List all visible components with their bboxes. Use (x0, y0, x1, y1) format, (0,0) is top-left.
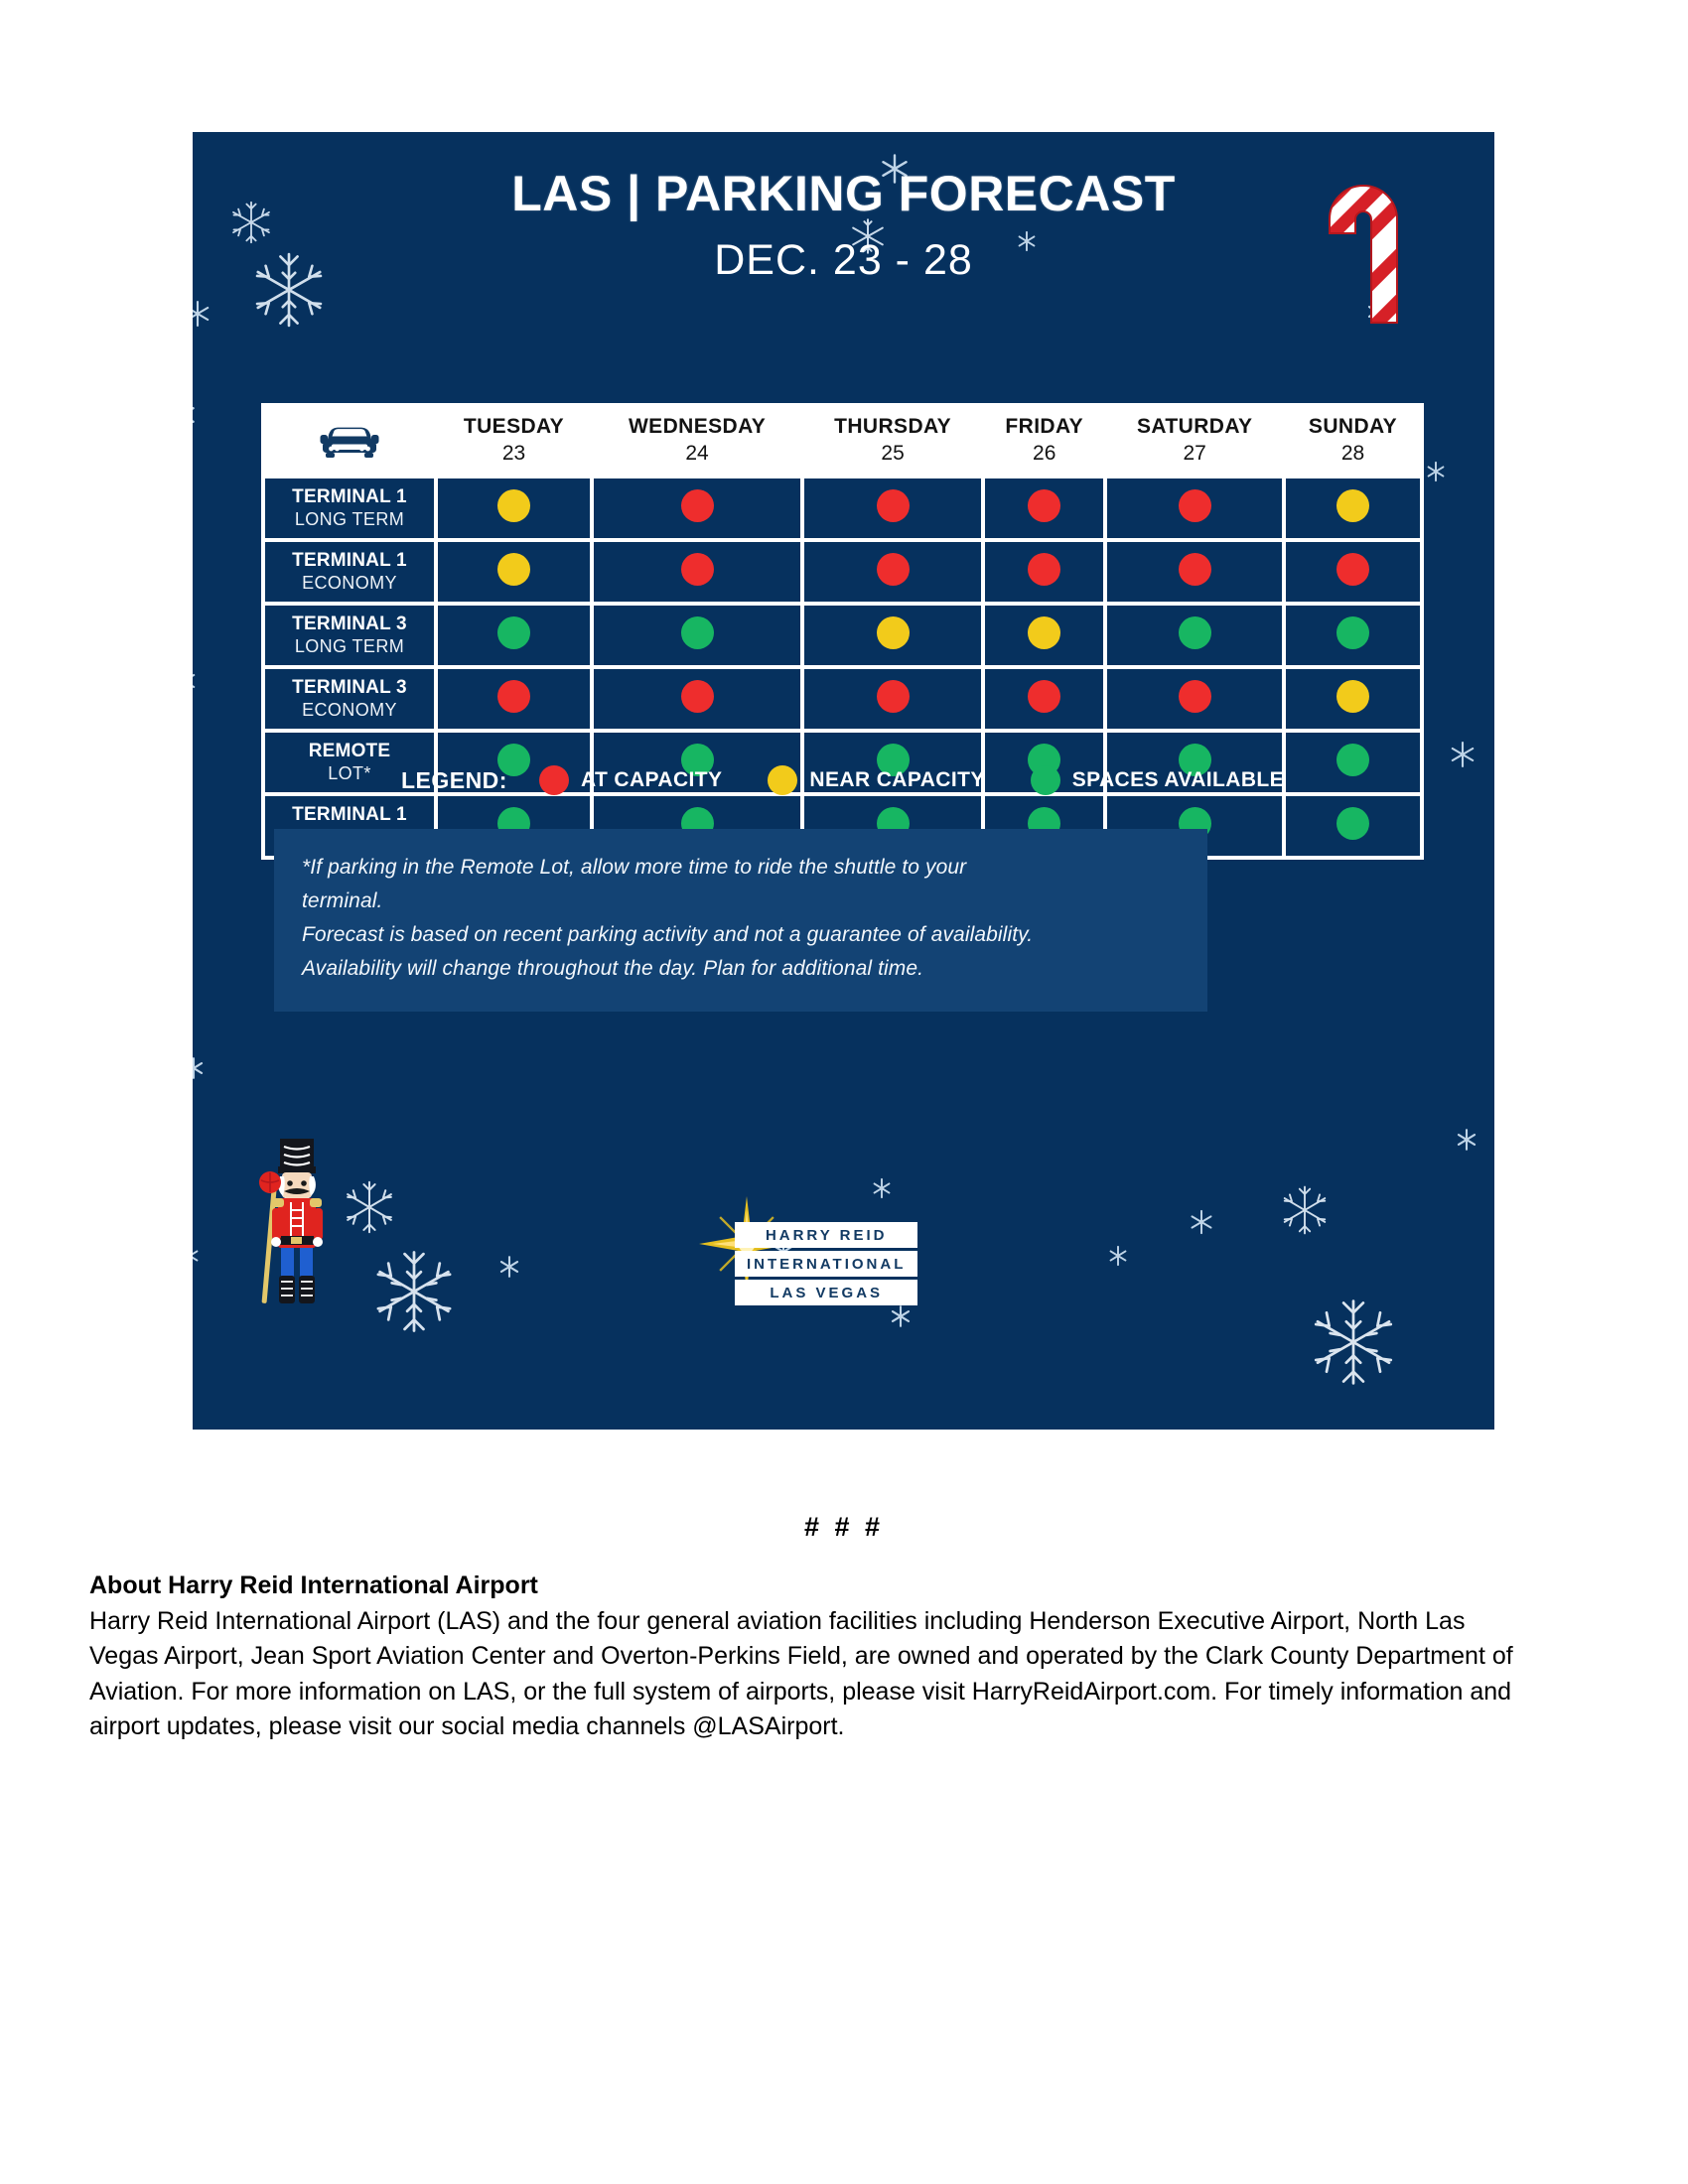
disclaimer-line: terminal. (302, 889, 383, 913)
status-cell (983, 540, 1105, 604)
snowflake-icon (1424, 460, 1448, 483)
status-dot-red (1179, 680, 1211, 713)
col-daynum: 26 (1033, 442, 1056, 466)
snowflake-icon (371, 1249, 457, 1334)
legend-item-near-capacity (768, 765, 984, 795)
status-cell (802, 477, 983, 540)
status-cell (802, 540, 983, 604)
status-cell (436, 477, 592, 540)
status-cell (1105, 540, 1284, 604)
col-dayname: TUESDAY (463, 415, 565, 439)
status-cell (592, 477, 802, 540)
status-dot-green (1336, 807, 1369, 840)
table-row (263, 667, 1422, 731)
status-dot-red (1179, 553, 1211, 586)
disclaimer-line: *If parking in the Remote Lot, allow more time to ride the shuttle to your (302, 856, 967, 879)
status-dot-green (681, 616, 714, 649)
candy-cane-icon (1302, 142, 1433, 336)
status-cell (592, 540, 802, 604)
status-dot-yellow (497, 553, 530, 586)
status-dot-yellow (877, 616, 910, 649)
table-row (263, 477, 1422, 540)
table-row (263, 540, 1422, 604)
legend-item-spaces-available (1031, 765, 1284, 795)
legend-dot-yellow (768, 765, 797, 795)
status-dot-yellow (1336, 680, 1369, 713)
row-label-primary: TERMINAL 3 (292, 614, 407, 635)
logo-line-1: HARRY REID (735, 1222, 917, 1248)
status-cell (1105, 477, 1284, 540)
snowflake-icon (1454, 1127, 1479, 1153)
table-body (263, 477, 1422, 858)
col-daynum: 27 (1183, 442, 1206, 466)
col-header-4 (1105, 405, 1284, 477)
row-label-secondary: LONG TERM (294, 635, 405, 656)
row-label-primary: TERMINAL 3 (292, 677, 407, 699)
disclaimer-box (274, 829, 1207, 1012)
status-dot-red (497, 680, 530, 713)
page-title: LAS | PARKING FORECAST (511, 166, 1176, 221)
about-heading: About Harry Reid International Airport (89, 1571, 538, 1599)
snowflake-icon (1309, 1297, 1398, 1387)
status-cell (802, 604, 983, 667)
status-dot-red (1028, 680, 1060, 713)
hash-marks: # # # (803, 1512, 885, 1542)
row-label-primary: REMOTE (308, 741, 391, 762)
status-cell (1284, 667, 1422, 731)
row-label-primary: TERMINAL 1 (292, 486, 407, 508)
logo-wordmark (735, 1222, 917, 1305)
status-dot-yellow (1028, 616, 1060, 649)
status-cell (1284, 604, 1422, 667)
status-cell (983, 604, 1105, 667)
snowflake-icon (193, 398, 199, 432)
disclaimer-line: Forecast is based on recent parking activity and not a guarantee of availability. (302, 923, 1034, 947)
disclaimer-line: Availability will change throughout the day. Plan for additional time. (302, 957, 924, 981)
status-cell (436, 604, 592, 667)
snowflake-icon (888, 1303, 914, 1329)
col-daynum: 25 (881, 442, 905, 466)
col-header-0 (436, 405, 592, 477)
col-dayname: FRIDAY (1005, 415, 1084, 439)
row-label-secondary: LOT* (328, 762, 371, 783)
status-dot-red (1179, 489, 1211, 522)
nutcracker-icon (248, 1137, 344, 1316)
col-header-3 (983, 405, 1105, 477)
row-label-secondary: LONG TERM (294, 508, 405, 529)
row-label-primary: TERMINAL 1 (292, 550, 407, 572)
parking-forecast-poster (193, 132, 1494, 1430)
row-label-3 (263, 667, 436, 731)
status-cell (802, 667, 983, 731)
status-cell (1284, 540, 1422, 604)
about-section (89, 1569, 1559, 1745)
snowflake-icon (193, 666, 199, 696)
status-dot-red (877, 553, 910, 586)
legend-item-at-capacity (539, 765, 722, 795)
status-cell (592, 667, 802, 731)
legend-dot-green (1031, 765, 1060, 795)
legend-dot-red (539, 765, 569, 795)
snowflake-icon (193, 1244, 202, 1268)
status-dot-green (1336, 616, 1369, 649)
snowflake-icon (870, 1176, 894, 1200)
row-label-secondary: ECONOMY (302, 572, 397, 593)
status-dot-yellow (497, 489, 530, 522)
row-label-secondary: ECONOMY (302, 699, 397, 720)
status-dot-red (681, 680, 714, 713)
legend-text: NEAR CAPACITY (809, 768, 985, 791)
status-cell (592, 604, 802, 667)
status-dot-red (1028, 553, 1060, 586)
status-dot-green (497, 616, 530, 649)
status-dot-red (1336, 553, 1369, 586)
status-dot-red (681, 553, 714, 586)
col-dayname: SATURDAY (1136, 415, 1253, 439)
about-body: Harry Reid International Airport (LAS) and the four general aviation facilities including Henderson Executive Airport, North Las Vegas Airport, Jean Sport Aviation Center and Overton-Perkins Field, are owned and operated by the Clark County Department of Aviation. For more information on LAS, or the full system of airports, please visit HarryReidAirport.com. For timely information and airport updates, please visit our social media channels @LASAirport. (89, 1606, 1513, 1740)
col-header-5 (1284, 405, 1422, 477)
status-cell (436, 540, 592, 604)
status-cell (1105, 604, 1284, 667)
snowflake-icon (193, 1055, 207, 1081)
status-cell (983, 477, 1105, 540)
status-cell (1284, 477, 1422, 540)
status-cell (1105, 667, 1284, 731)
status-cell (983, 667, 1105, 731)
col-dayname: SUNDAY (1308, 415, 1398, 439)
snowflake-icon (342, 1179, 397, 1235)
col-daynum: 28 (1340, 442, 1365, 466)
snowflake-icon (1448, 740, 1477, 769)
poster-title-block (193, 168, 1494, 285)
status-dot-green (1179, 616, 1211, 649)
table-header-row (263, 405, 1422, 477)
car-icon (319, 447, 380, 464)
page-subtitle: DEC. 23 - 28 (714, 235, 973, 284)
row-label-primary: TERMINAL 1 (292, 804, 407, 826)
col-dayname: THURSDAY (834, 415, 952, 439)
legend (263, 762, 1422, 795)
table-row (263, 604, 1422, 667)
col-dayname: WEDNESDAY (628, 415, 767, 439)
legend-text: SPACES AVAILABLE (1071, 768, 1285, 791)
airport-logo (735, 1222, 917, 1305)
legend-label: LEGEND: (400, 766, 507, 793)
status-dot-red (1028, 489, 1060, 522)
logo-line-3: LAS VEGAS (735, 1280, 917, 1305)
snowflake-icon (1106, 1244, 1130, 1268)
legend-text: AT CAPACITY (580, 768, 723, 791)
snowflake-icon (1279, 1184, 1331, 1236)
status-dot-yellow (1336, 489, 1369, 522)
car-icon-cell (263, 405, 436, 477)
status-cell (1284, 794, 1422, 858)
col-daynum: 24 (685, 442, 709, 466)
col-header-1 (592, 405, 802, 477)
row-label-1 (263, 540, 436, 604)
snowflake-icon (1188, 1208, 1215, 1236)
snowflake-icon (193, 299, 212, 329)
row-label-2 (263, 604, 436, 667)
col-header-2 (802, 405, 983, 477)
logo-line-2: INTERNATIONAL (735, 1251, 917, 1277)
col-daynum: 23 (501, 442, 526, 466)
status-dot-red (877, 680, 910, 713)
snowflake-icon (496, 1254, 522, 1280)
status-dot-red (681, 489, 714, 522)
status-cell (436, 667, 592, 731)
row-label-0 (263, 477, 436, 540)
status-dot-red (877, 489, 910, 522)
